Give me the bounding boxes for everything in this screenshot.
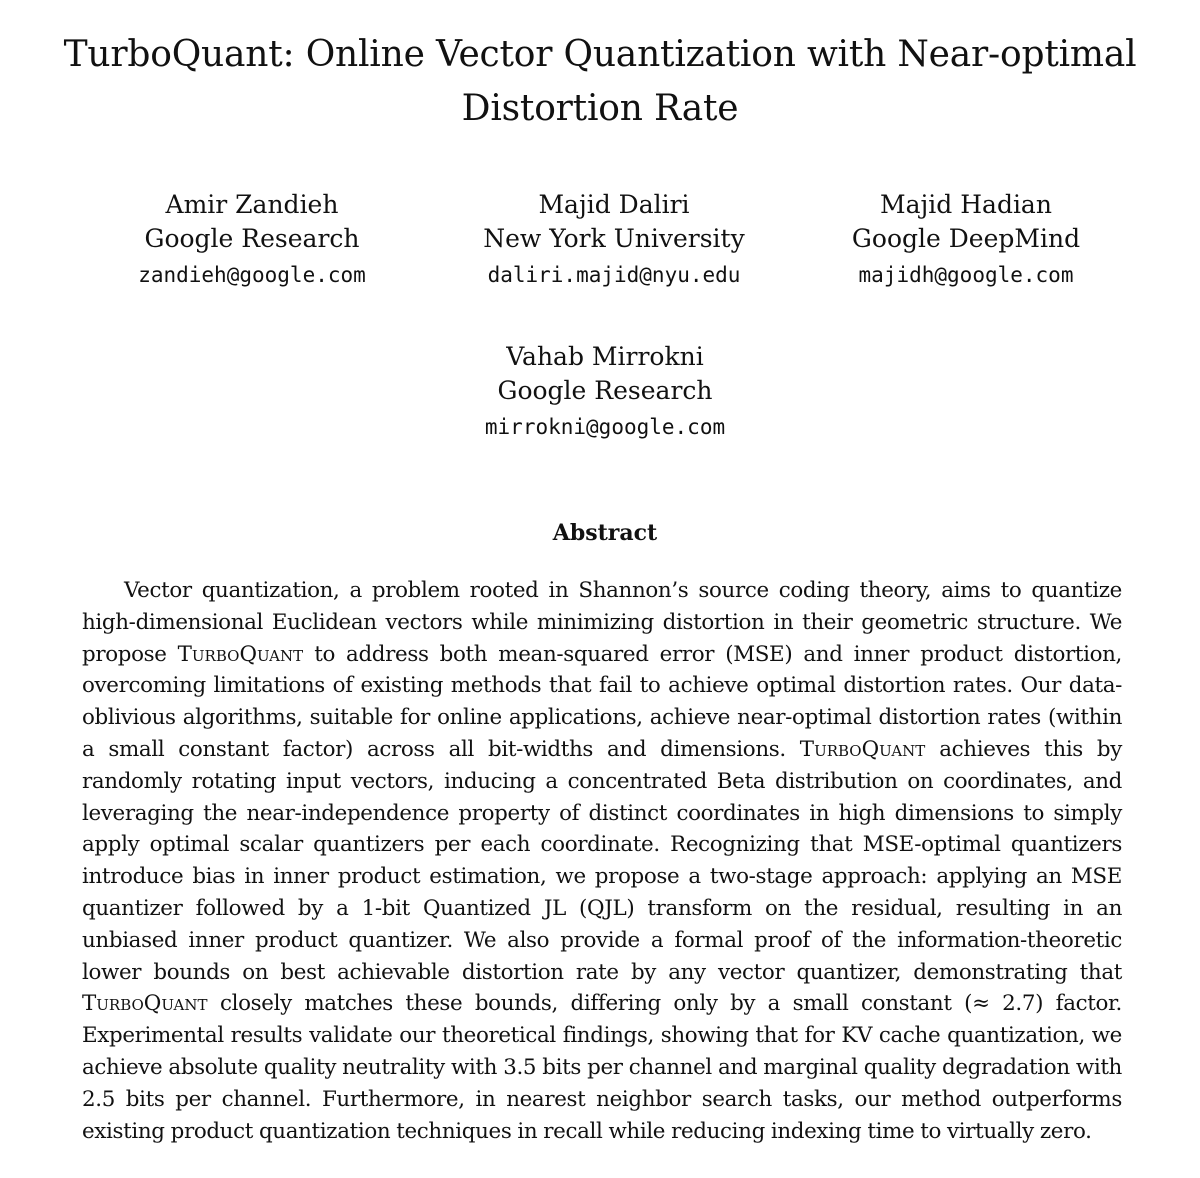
author-block-zandieh <box>62 188 442 294</box>
author-block-daliri <box>424 188 804 294</box>
author-email: daliri.majid@nyu.edu <box>487 263 741 287</box>
author-block-mirrokni <box>415 340 795 446</box>
abstract-heading: Abstract <box>552 520 658 546</box>
author-name: Majid Hadian <box>880 190 1052 219</box>
author-affiliation: Google Research <box>144 224 360 253</box>
author-email: zandieh@google.com <box>138 263 366 287</box>
author-affiliation: Google DeepMind <box>851 224 1081 253</box>
abstract-part-3: achieves this by randomly rotating input vectors, inducing a concentrated Beta distribution on coordinates, and leveraging the near-independence property of distinct coordinates in high dimensions to simply apply optimal scalar quantizers per each coordinate. Recognizing that MSE-optimal quantizers introduce bias in inner product estimation, we propose a two-stage approach: applying an MSE quantizer followed by a 1-bit Quantized JL (QJL) transform on the residual, resulting in an unbiased inner product quantizer. We also provide a formal proof of the information-theoretic lower bounds on best achievable distortion rate by any vector quantizer, demonstrating that <box>82 736 1122 985</box>
title-line-2: Distortion Rate <box>461 88 739 129</box>
title-line-1: TurboQuant: Online Vector Quantization with Near-optimal <box>63 34 1137 75</box>
author-email: mirrokni@google.com <box>484 415 726 439</box>
author-name: Vahab Mirrokni <box>506 342 704 371</box>
author-name: Majid Daliri <box>538 190 690 219</box>
abstract-part-2: to address both mean-squared error (MSE) and inner product distortion, overcoming limitations of existing methods that fail to achieve optimal distortion rates. Our data-oblivious algorithms, suitable for online applications, achieve near-optimal distortion rates (within a small constant factor) across all bit-widths and dimensions. <box>82 641 1122 762</box>
method-name: TurboQuant <box>82 991 208 1017</box>
paper-title <box>40 28 1160 136</box>
abstract-part-4: closely matches these bounds, differing only by a small constant (≈ 2.7) factor. Experimental results validate our theoretical findings, showing that for KV cache quantization, we achieve absolute quality neutrality with 3.5 bits per channel and marginal quality degradation with 2.5 bits per channel. Furthermore, in nearest neighbor search tasks, our method outperforms existing product quantization techniques in recall while reducing indexing time to virtually zero. <box>82 991 1122 1144</box>
author-name: Amir Zandieh <box>165 190 339 219</box>
method-name: TurboQuant <box>177 641 304 667</box>
author-email: majidh@google.com <box>858 263 1074 287</box>
abstract-part-1: Vector quantization, a problem rooted in Shannon’s source coding theory, aims to quantize high-dimensional Euclidean vectors while minimizing distortion in their geometric structure. We propose <box>82 578 1122 667</box>
author-block-hadian <box>776 188 1156 294</box>
author-affiliation: Google Research <box>497 376 713 405</box>
method-name: TurboQuant <box>799 736 926 762</box>
abstract-text <box>82 575 1122 1147</box>
author-affiliation: New York University <box>483 224 745 253</box>
